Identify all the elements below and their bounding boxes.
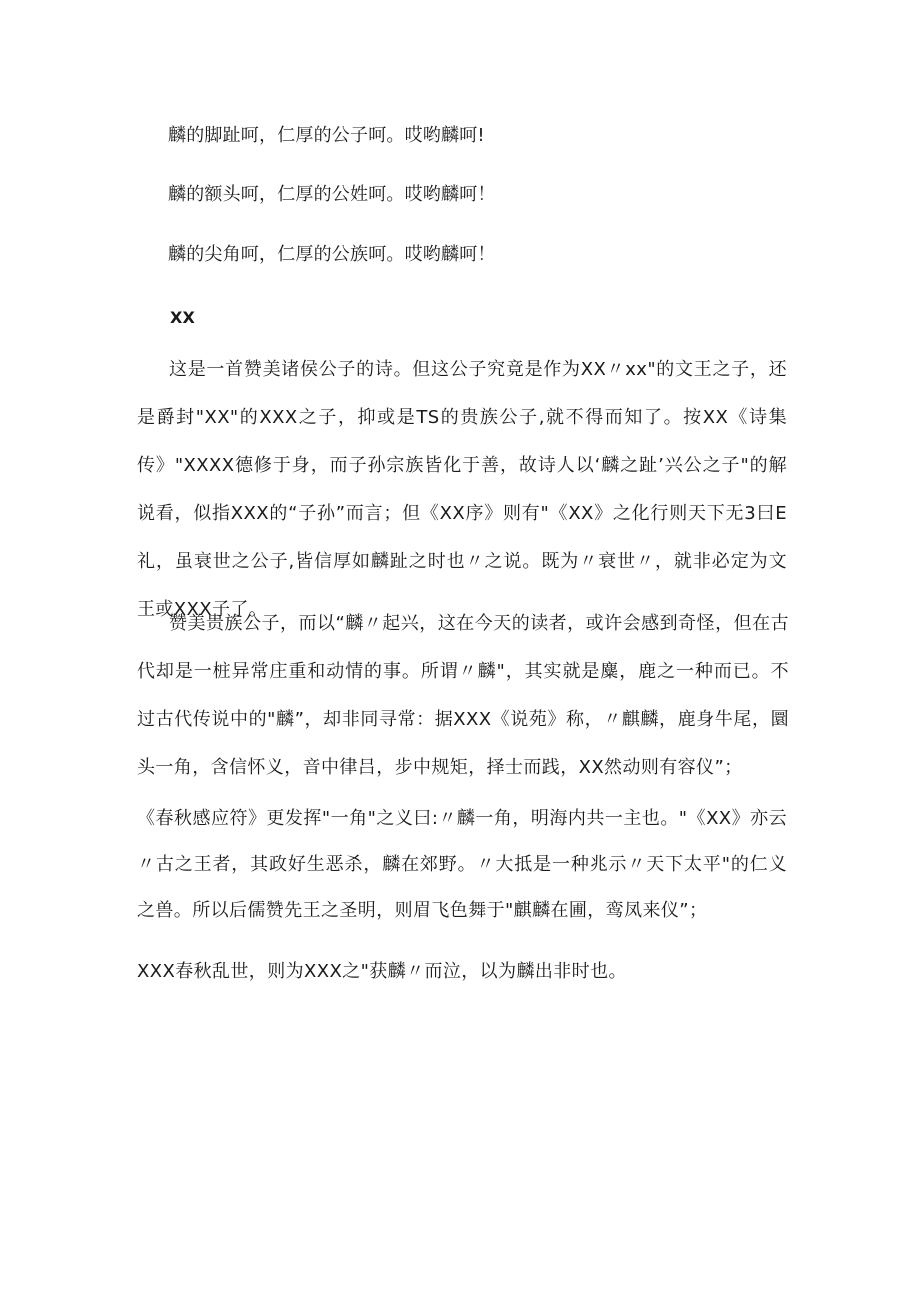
verse-line-1: 麟的脚趾呵，仁厚的公子呵。哎哟麟呵! xyxy=(168,125,485,146)
paragraph-2 xyxy=(137,600,789,792)
paragraph-text: XXX春秋乱世，则为XXX之"获麟〃而泣，以为麟出非时也。 xyxy=(137,961,627,982)
paragraph-3 xyxy=(137,796,787,934)
section-heading: XX xyxy=(170,308,196,327)
paragraph-text: 《春秋感应符》更发挥"一角"之义曰:〃麟一角，明海内共一主也。"《XX》亦云〃古之王者，其政好生恶杀，麟在郊野。〃大抵是一种兆示〃天下太平"的仁义之兽。所以后儒赞先王之圣明，则眉飞色舞于"麒麟在圃，鸾凤来仪”； xyxy=(137,808,787,921)
verse-line-2: 麟的额头呵，仁厚的公姓呵。哎哟麟呵！ xyxy=(168,184,496,205)
paragraph-1 xyxy=(137,346,787,634)
verse-line-3: 麟的尖角呵，仁厚的公族呵。哎哟麟呵！ xyxy=(168,244,496,265)
paragraph-4 xyxy=(137,948,787,996)
paragraph-text: 赞美贵族公子，而以“麟〃起兴，这在今天的读者，或许会感到奇怪，但在古代却是一桩异常庄重和动情的事。所谓〃麟"，其实就是麋，鹿之一种而已。不过古代传说中的"麟”，却非同寻常：据XXX《说苑》称，〃麒麟，鹿身牛尾，圜头一角，含信怀义，音中律吕，步中规矩，择士而践，XX然动则有容仪”； xyxy=(137,613,789,778)
paragraph-text: 这是一首赞美诸侯公子的诗。但这公子究竟是作为XX〃xx"的文王之子，还是爵封"XX"的XXX之子，抑或是TS的贵族公子,就不得而知了。按XX《诗集传》"XXXX德修于身，而子孙宗族皆化于善，故诗人以‘麟之趾’兴公之子"的解说看，似指XXX的“子孙”而言；但《XX序》则有"《XX》之化行则天下无3曰E礼，虽衰世之公子,皆信厚如麟趾之时也〃之说。既为〃衰世〃，就非必定为文王或XXX子了。 xyxy=(137,359,787,620)
